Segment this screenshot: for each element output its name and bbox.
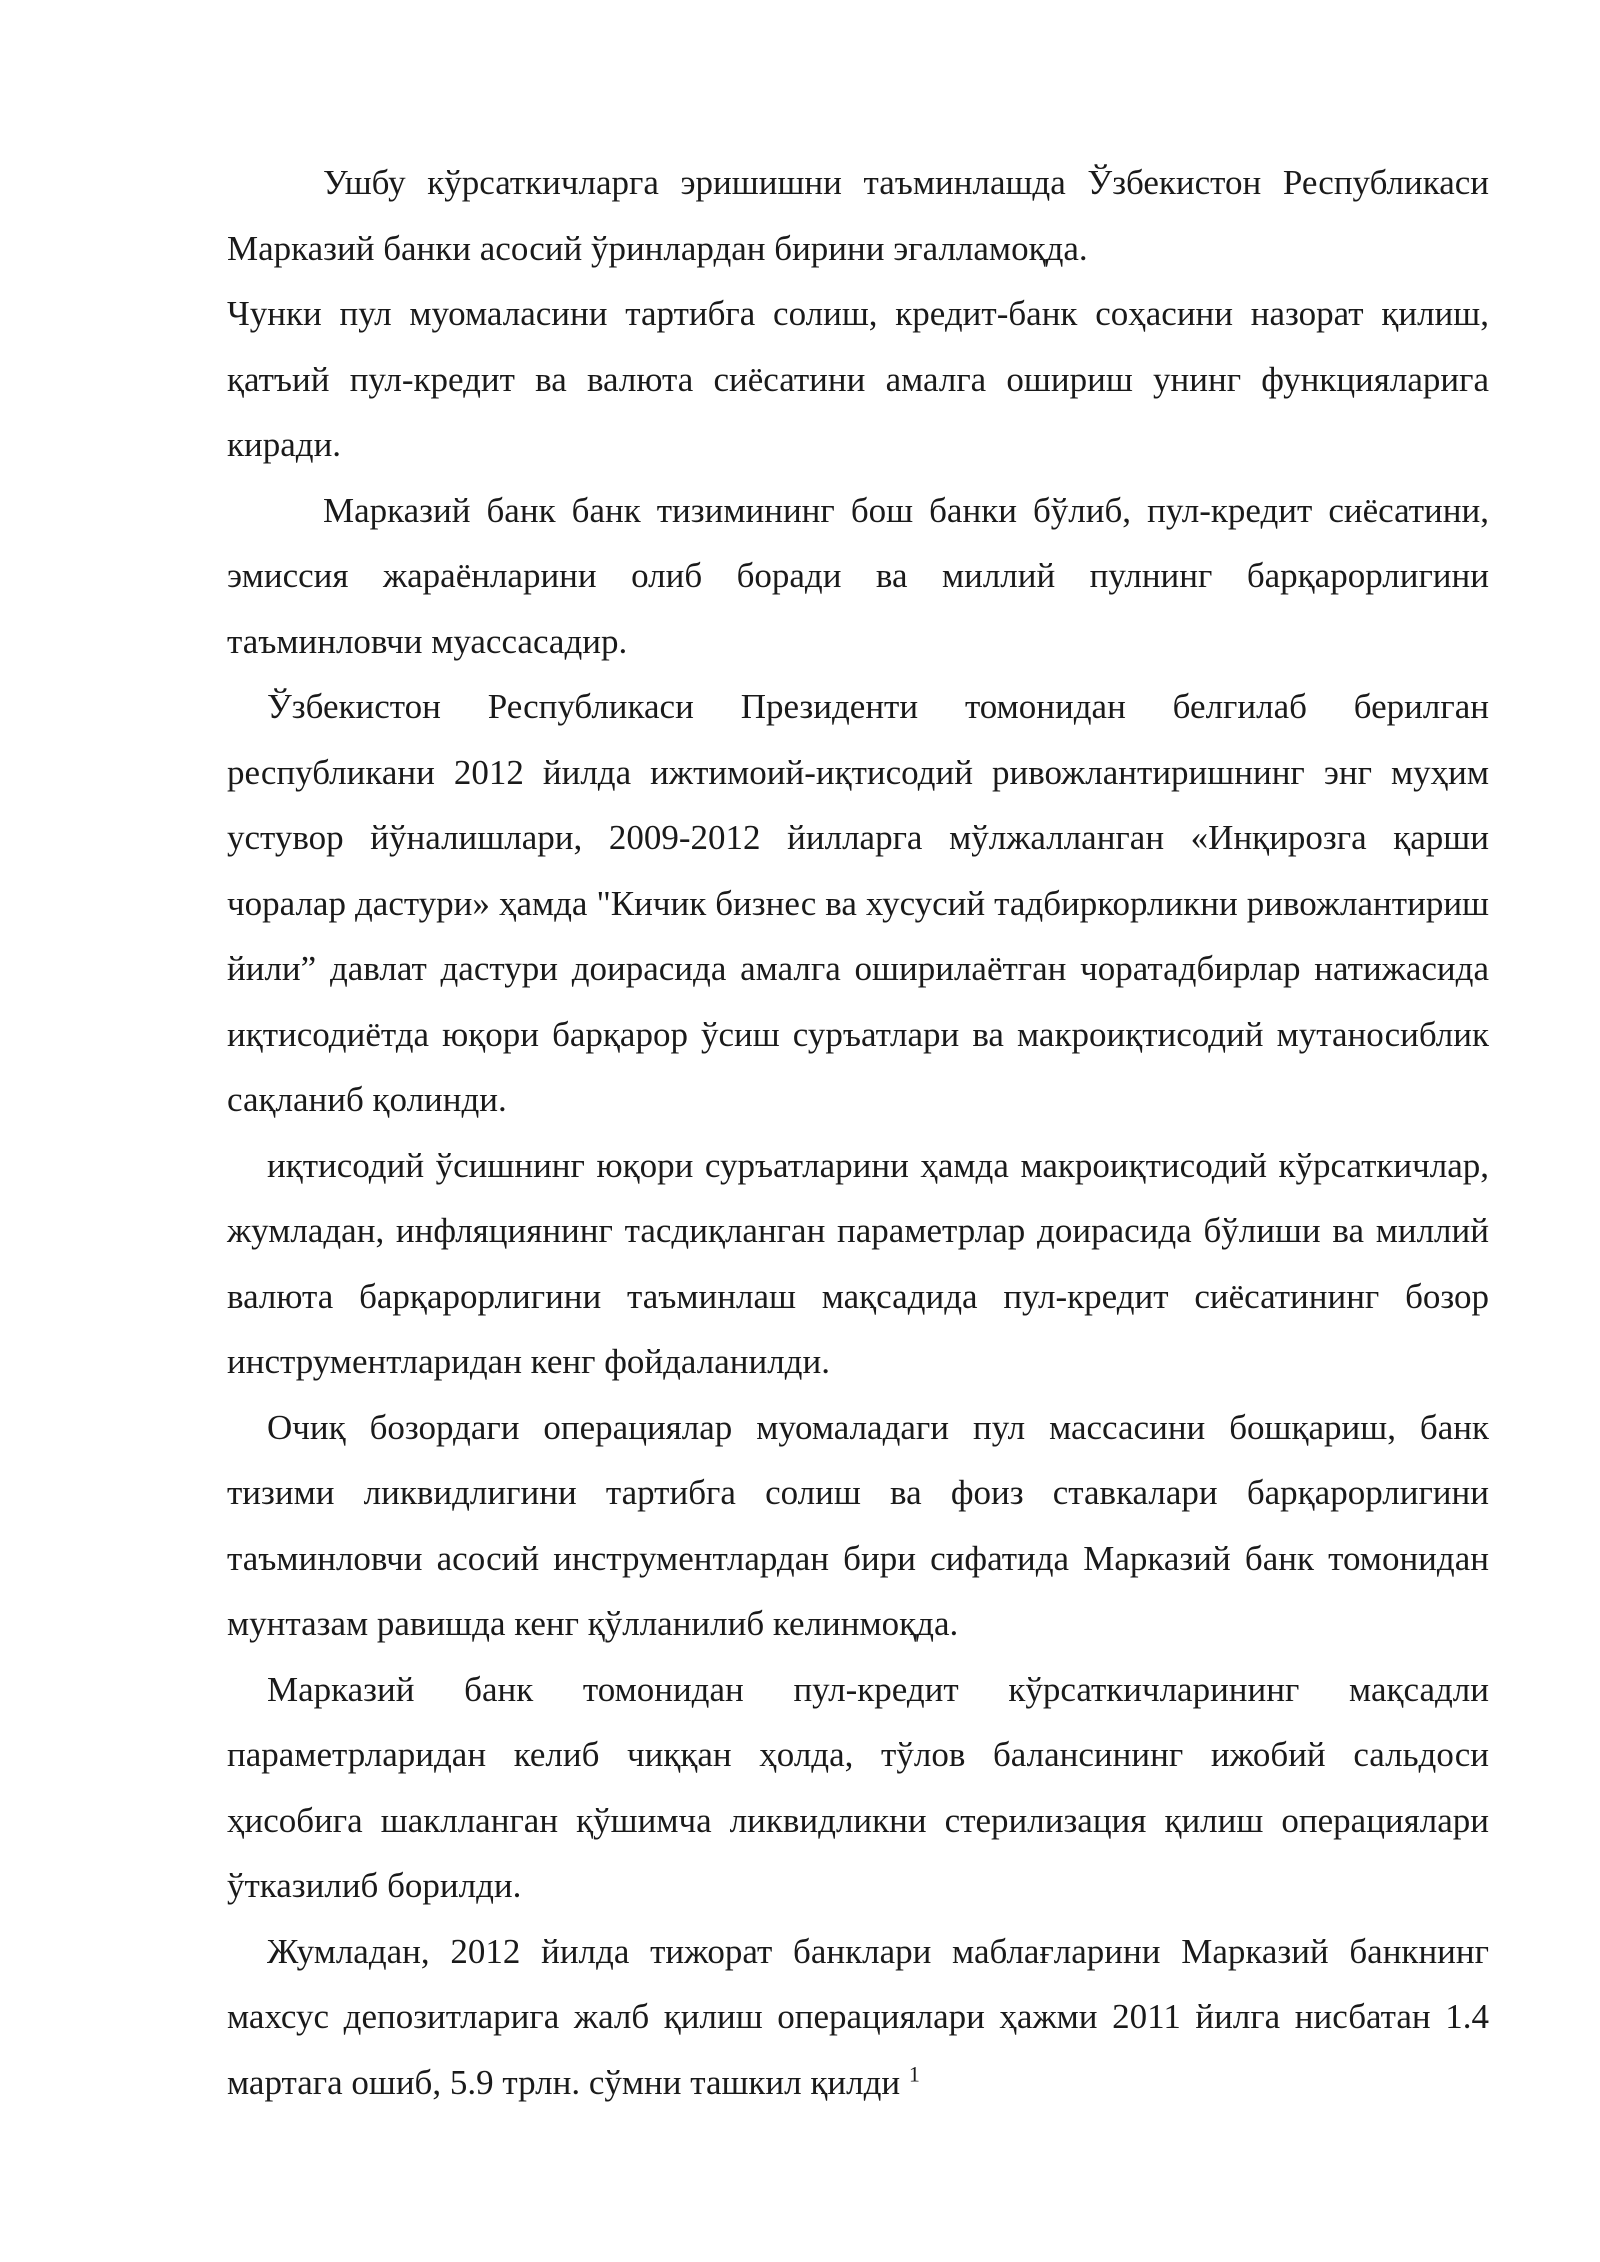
paragraph-3: Марказий банк банк тизимининг бош банки бўлиб, пул-кредит сиёсатини, эмиссия жараёнларини олиб боради ва миллий пулнинг барқарорлигини таъминловчи муассасадир. <box>227 490 1489 661</box>
paragraph-7: Марказий банк томонидан пул-кредит кўрсаткичларининг мақсадли параметрларидан келиб чиққан ҳолда, тўлов балансининг ижобий сальдоси ҳисобига шаклланган қўшимча ликвидликни стерилизация қилиш операциялари ўтказилиб борилди. <box>227 1669 1489 1905</box>
paragraph-5: иқтисодий ўсишнинг юқори суръатларини ҳамда макроиқтисодий кўрсаткичлар, жумладан, инфляциянинг тасдиқланган параметрлар доирасида бўлиши ва миллий валюта барқарорлигини таъминлаш мақсадида пул-кредит сиёсатининг бозор инструментларидан кенг фойдаланилди. <box>227 1145 1489 1381</box>
paragraph-2: Чунки пул муомаласини тартибга солиш, кредит-банк соҳасини назорат қилиш, қатъий пул-кредит ва валюта сиёсатини амалга ошириш унинг функцияларига киради. <box>227 294 1489 464</box>
paragraph-8-text: Жумладан, 2012 йилда тижорат банклари маблағларини Марказий банкнинг махсус депозитларига жалб қилиш операциялари ҳажми 2011 йилга нисбатан 1.4 мартага ошиб, 5.9 трлн. сўмни ташкил қилди <box>227 1931 1489 2102</box>
paragraph-4: Ўзбекистон Республикаси Президенти томонидан белгилаб берилган республикани 2012 йилда ижтимоий-иқтисодий ривожлантиришнинг энг муҳим устувор йўналишлари, 2009-2012 йилларга мўлжалланган «Инқирозга қарши чоралар дастури» ҳамда "Кичик бизнес ва хусусий тадбиркорликни ривожлантириш йили” давлат дастури доирасида амалга оширилаётган чоратадбирлар натижасида иқтисодиётда юқори барқарор ўсиш суръатлари ва макроиқтисодий мутаносиблик сақланиб қолинди. <box>227 687 1489 1119</box>
document-body <box>227 150 1489 2115</box>
paragraph-8 <box>227 1919 1489 2116</box>
paragraph-6: Очиқ бозордаги операциялар муомаладаги пул массасини бошқариш, банк тизими ликвидлигини тартибга солиш ва фоиз ставкалари барқарорлигини таъминловчи асосий инструментлардан бири сифатида Марказий банк томонидан мунтазам равишда кенг қўлланилиб келинмоқда. <box>227 1407 1489 1643</box>
paragraph-1: Ушбу кўрсаткичларга эришишни таъминлашда Ўзбекистон Республикаси Марказий банки асосий ўринлардан бирини эгалламоқда. <box>227 163 1489 268</box>
footnote-marker[interactable]: 1 <box>908 2060 920 2086</box>
